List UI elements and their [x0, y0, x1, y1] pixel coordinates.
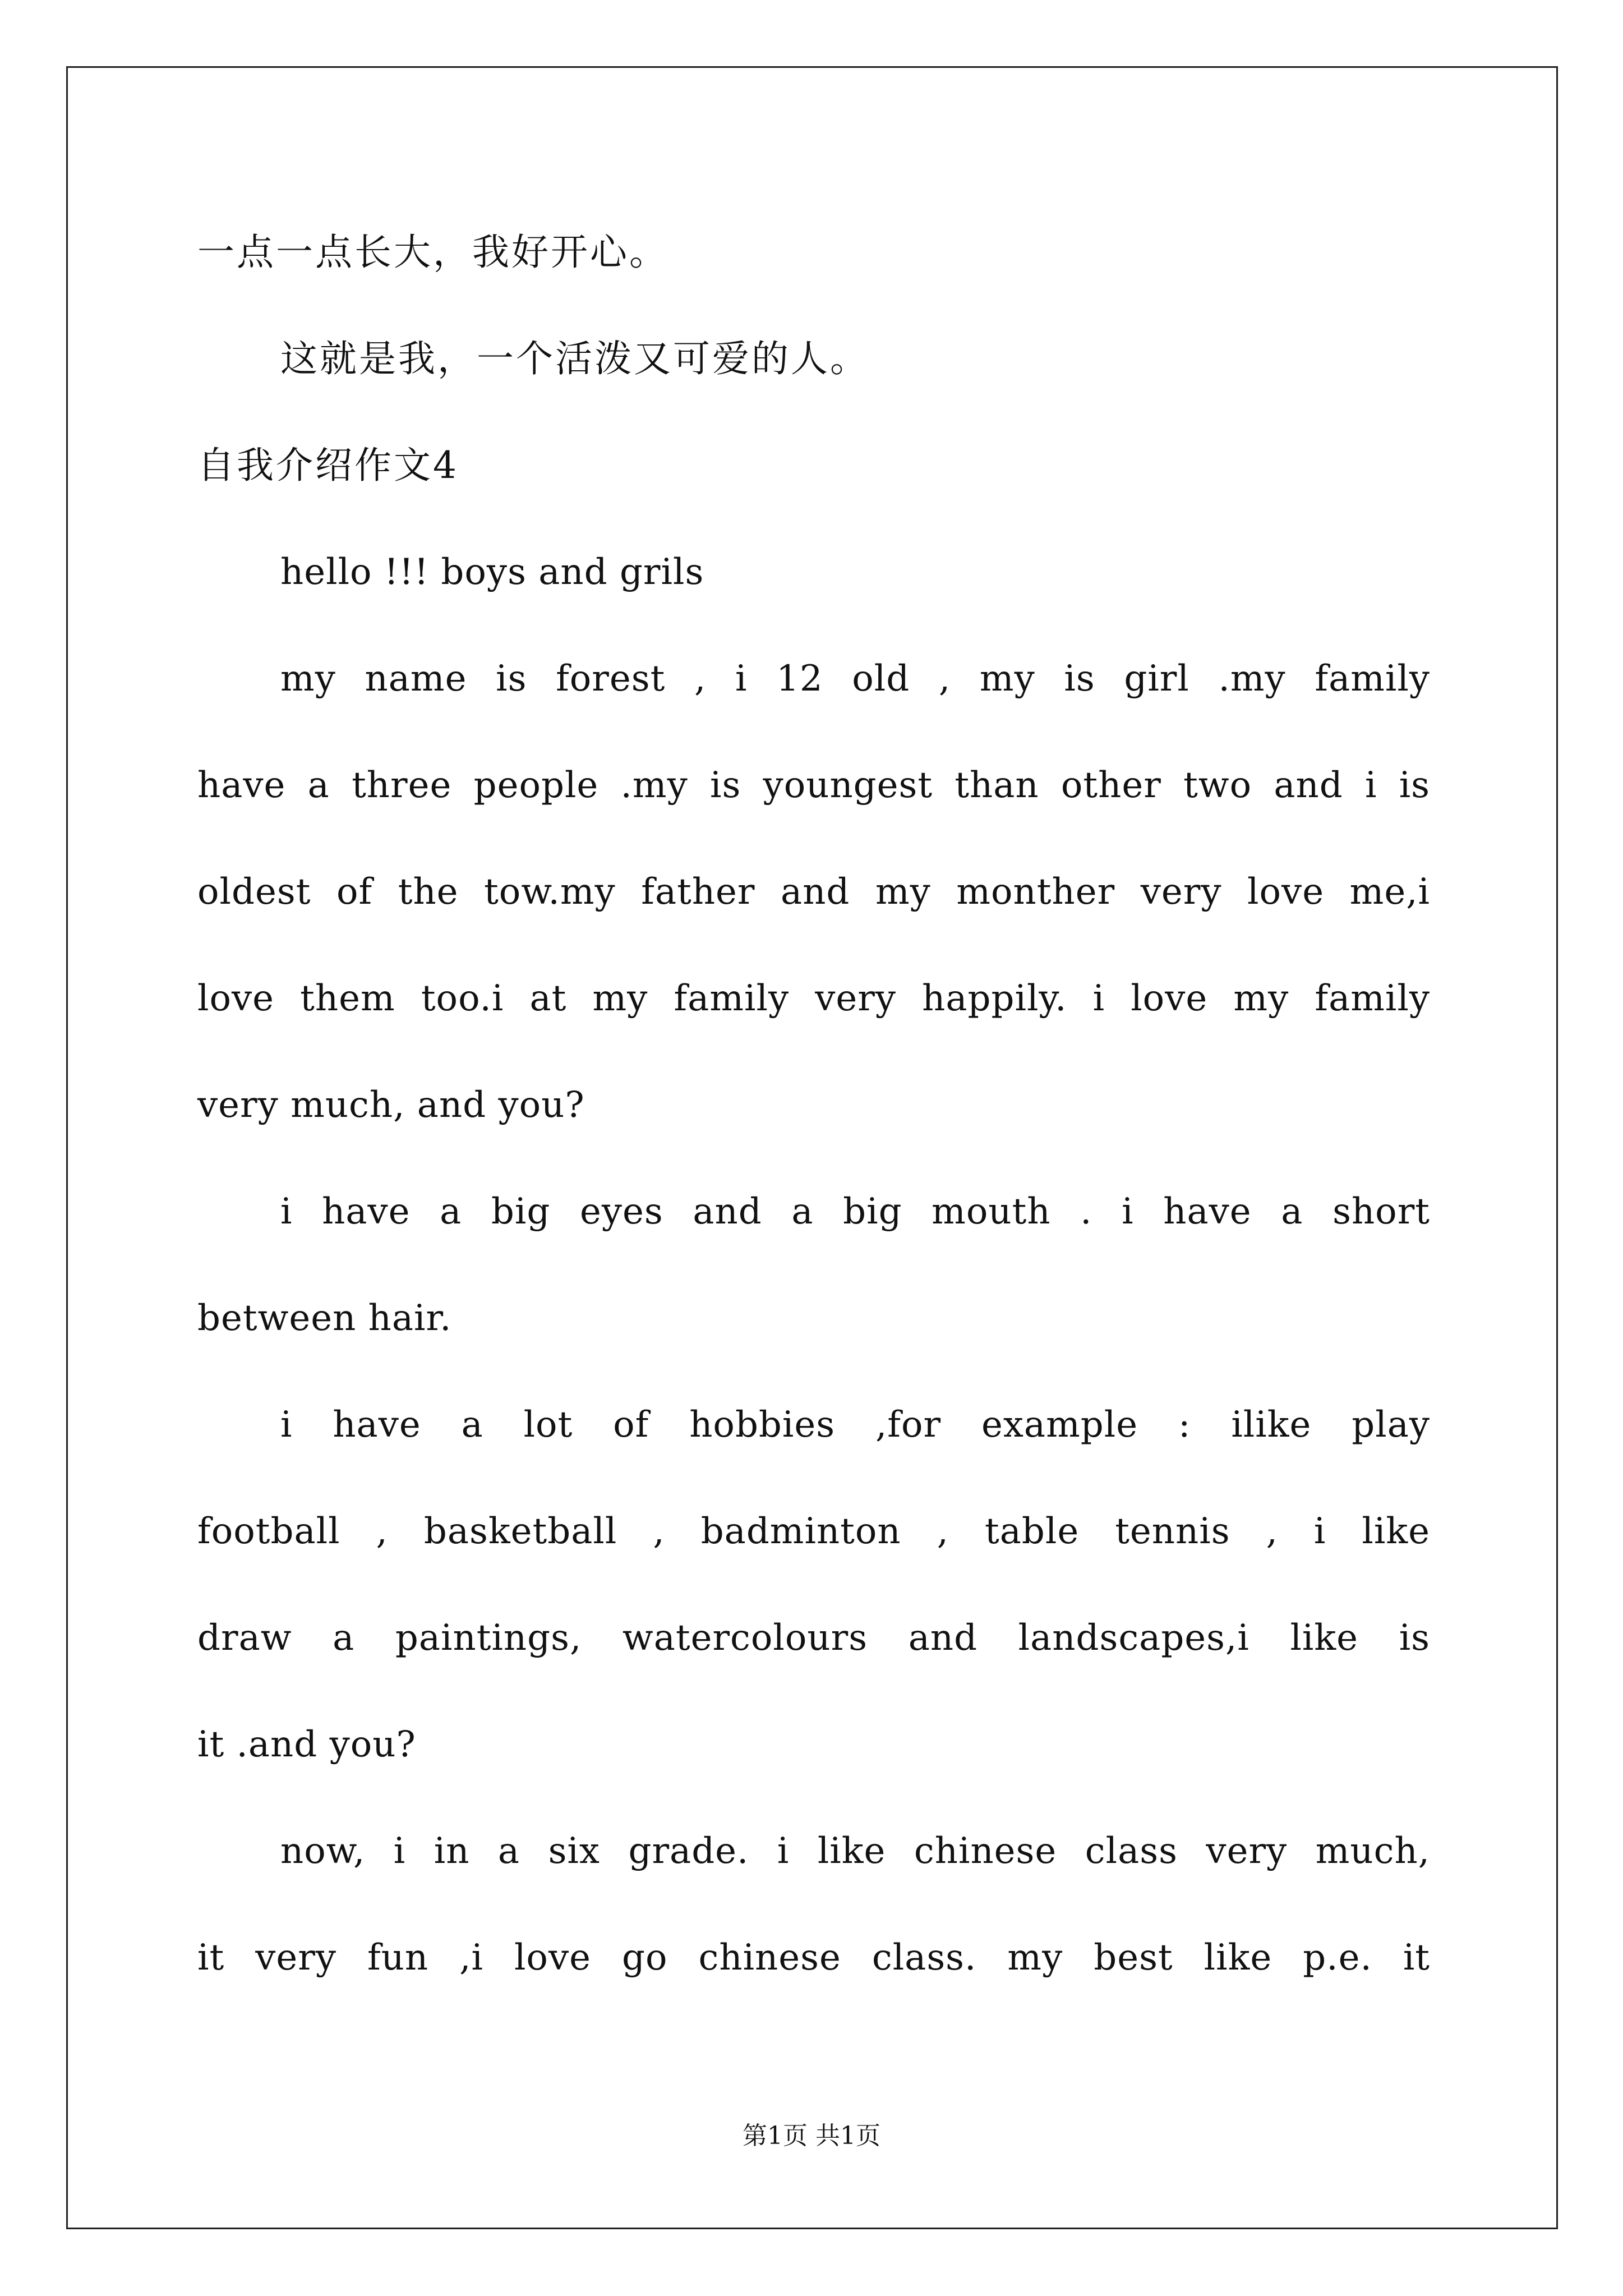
text-line-6: have a three people .my is youngest than other two and i is	[197, 765, 1430, 806]
text-line-14: draw a paintings, watercolours and landscapes,i like is	[197, 1617, 1430, 1659]
text-line-8: love them too.i at my family very happily. i love my family	[197, 978, 1430, 1019]
text-line-9: very much, and you?	[197, 1084, 585, 1126]
page-border	[66, 66, 1558, 2229]
text-line-11: between hair.	[197, 1297, 452, 1339]
section-heading: 自我介绍作文4	[197, 444, 459, 487]
text-line-17: it very fun ,i love go chinese class. my best like p.e. it	[197, 1937, 1430, 1978]
text-line-4: hello !!! boys and grils	[280, 551, 704, 593]
text-line-10: i have a big eyes and a big mouth . i have a short	[280, 1191, 1430, 1232]
text-line-12: i have a lot of hobbies ,for example : ilike play	[280, 1404, 1430, 1446]
text-line-1: 一点一点长大，我好开心。	[197, 231, 668, 274]
page-number-footer: 第1页 共1页	[743, 2122, 880, 2150]
text-line-2: 这就是我，一个活泼又可爱的人。	[280, 337, 869, 380]
text-line-7: oldest of the tow.my father and my monther very love me,i	[197, 871, 1430, 913]
text-line-15: it .and you?	[197, 1724, 416, 1765]
text-line-13: football , basketball , badminton , table tennis , i like	[197, 1511, 1430, 1552]
text-line-5: my name is forest , i 12 old , my is girl .my family	[280, 658, 1430, 700]
text-line-16: now, i in a six grade. i like chinese class very much,	[280, 1830, 1430, 1872]
